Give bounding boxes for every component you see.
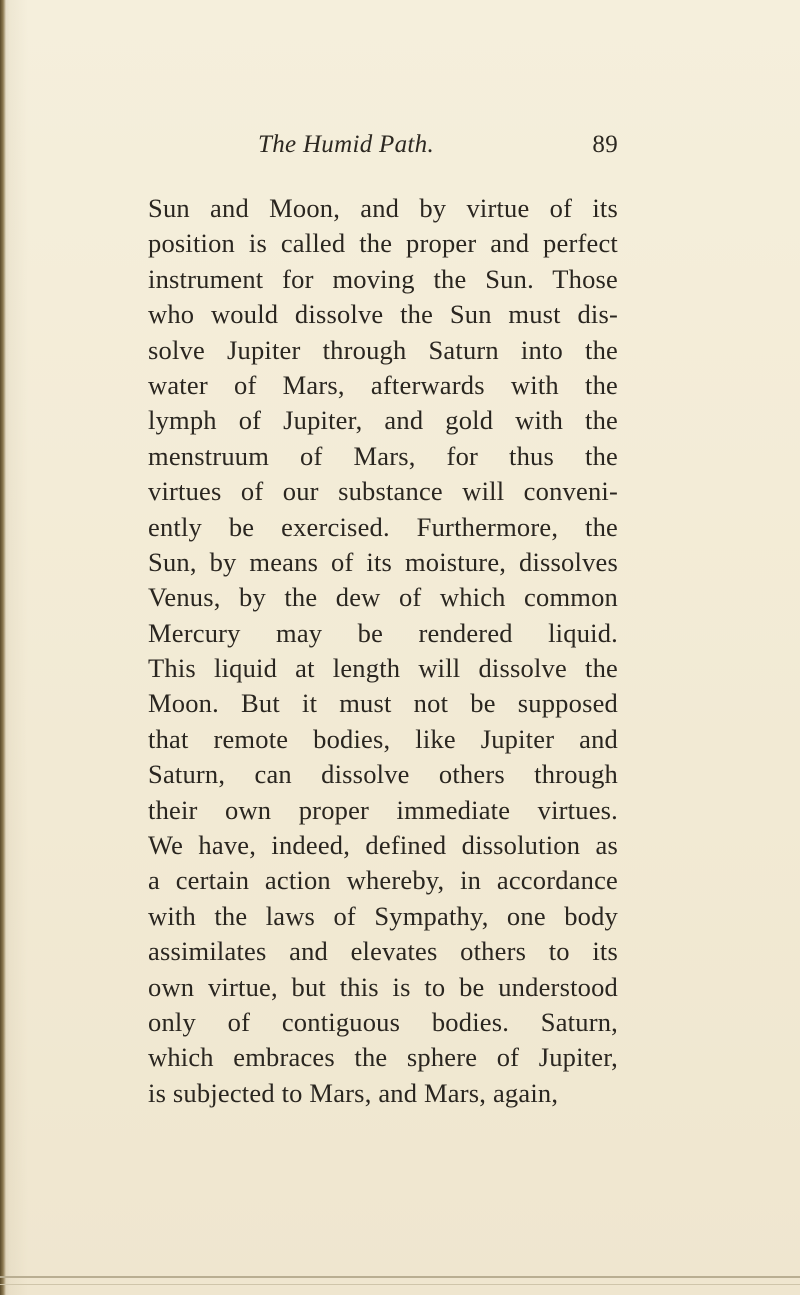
page-number: 89 — [592, 131, 618, 158]
page-gutter-edge — [0, 0, 6, 1295]
text-line: is subjected to Mars, and Mars, again, — [148, 1077, 559, 1108]
text-line: solve Jupiter through Saturn into the — [148, 334, 618, 365]
running-head-title: The Humid Path. — [258, 131, 435, 158]
text-line: that remote bodies, like Jupiter and — [148, 723, 618, 754]
text-line: Mercury may be rendered liquid. — [148, 617, 618, 648]
text-line: Moon. But it must not be supposed — [148, 688, 618, 719]
text-line: a certain action whereby, in accordance — [148, 865, 618, 896]
text-line: virtues of our substance will conveni- — [148, 476, 618, 507]
text-line: ently be exercised. Furthermore, the — [148, 511, 618, 542]
text-line: This liquid at length will dissolve the — [148, 653, 618, 684]
text-line: own virtue, but this is to be understood — [148, 971, 618, 1002]
text-line: Saturn, can dissolve others through — [148, 759, 618, 790]
body-text — [148, 191, 618, 1111]
text-line: who would dissolve the Sun must dis- — [148, 299, 618, 330]
text-line: instrument for moving the Sun. Those — [148, 263, 618, 294]
text-line: Sun, by means of its moisture, dissolves — [148, 546, 618, 577]
scan-edge-line — [0, 1276, 800, 1278]
text-line: their own proper immediate virtues. — [148, 794, 618, 825]
text-line: We have, indeed, defined dissolution as — [148, 830, 618, 861]
scan-edge-line — [0, 1284, 800, 1285]
text-line: position is called the proper and perfect — [148, 228, 618, 259]
text-line: which embraces the sphere of Jupiter, — [148, 1042, 618, 1073]
text-line: assimilates and elevates others to its — [148, 936, 618, 967]
text-line: water of Mars, afterwards with the — [148, 369, 618, 400]
text-line: with the laws of Sympathy, one body — [148, 900, 618, 931]
text-line: Sun and Moon, and by virtue of its — [148, 193, 618, 223]
text-line: menstruum of Mars, for thus the — [148, 440, 618, 471]
text-line: lymph of Jupiter, and gold with the — [148, 405, 618, 436]
text-line: only of contiguous bodies. Saturn, — [148, 1006, 618, 1037]
running-head — [258, 131, 618, 165]
text-line: Venus, by the dew of which common — [148, 582, 618, 613]
